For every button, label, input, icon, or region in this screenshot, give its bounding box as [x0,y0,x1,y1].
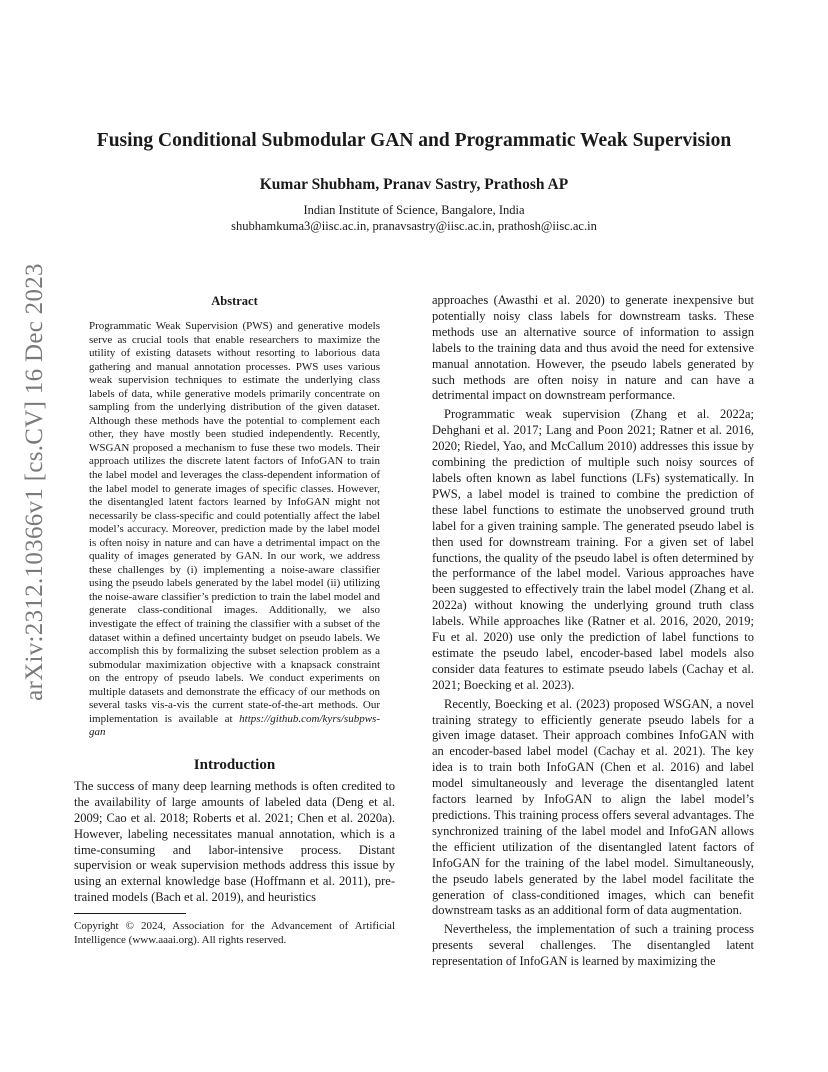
author-emails: shubhamkuma3@iisc.ac.in, pranavsastry@iisc.ac.in, prathosh@iisc.ac.in [231,219,597,233]
copyright-footnote [74,913,395,947]
introduction-heading: Introduction [193,756,276,773]
left-column [74,293,395,906]
intro-paragraph-2: approaches (Awasthi et al. 2020) to generate inexpensive but potentially noisy class labels for downstream tasks. These methods use an alternative source of information to assign labels to the training data and thus avoid the need for extensive manual annotation. However, the pseudo labels generated by such methods are often noisy in nature and can have a detrimental impact on downstream performance. [432,293,754,403]
paper-title: Fusing Conditional Submodular GAN and Programmatic Weak Supervision [96,130,732,151]
author-list: Kumar Shubham, Pranav Sastry, Prathosh AP [259,176,569,193]
copyright-text: Copyright © 2024, Association for the Advancement of Artificial Intelligence (www.aaai.org). All rights reserved. [74,920,395,946]
intro-paragraph-1: The success of many deep learning methods is often credited to the availability of large amounts of labeled data (Deng et al. 2009; Cao et al. 2018; Roberts et al. 2021; Chen et al. 2020a). However, labeling necessitates manual annotation, which is a time-consuming and labor-intensive process. Distant supervision or weak supervision methods address this issue by using an external knowledge base (Hoffmann et al. 2011), pre-trained models (Bach et al. 2019), and heuristics [74,778,395,905]
intro-paragraph-5: Nevertheless, the implementation of such a training process presents several challenges. The disentangled latent representation of InfoGAN is learned by maximizing the [432,922,754,969]
footnote-rule [74,913,186,914]
right-column [432,293,754,970]
affiliation: Indian Institute of Science, Bangalore, India [303,203,525,217]
abstract-heading: Abstract [211,294,258,308]
intro-paragraph-3: Programmatic weak supervision (Zhang et al. 2022a; Dehghani et al. 2017; Lang and Poon 2021; Ratner et al. 2016, 2020; Riedel, Yao, and McCallum 2010) addresses this issue by combining the prediction of multiple such noisy sources of labels often known as label functions (LFs) systematically. In PWS, a label model is trained to combine the prediction of these label functions to estimate the unobserved ground truth label for a given training sample. The generated pseudo label is then used for downstream training. For a given set of label functions, the quality of the pseudo label is often determined by the performance of the label model. Various approaches have been suggested to effectively train the label model (Zhang et al. 2022a) without knowing the underlying ground truth class labels. While approaches like (Ratner et al. 2016, 2020, 2019; Fu et al. 2020) use only the prediction of label functions to estimate the pseudo label, encoder-based label models also consider data features to estimate pseudo labels (Cachay et al. 2021; Boecking et al. 2023). [432,407,754,692]
intro-paragraph-4: Recently, Boecking et al. (2023) proposed WSGAN, a novel training strategy to efficiently generate pseudo labels for a given image dataset. Their approach combines InfoGAN with an encoder-based label model (Cachay et al. 2021). The key idea is to train both InfoGAN (Chen et al. 2016) and label model simultaneously and leverage the disentangled latent factors learned by InfoGAN to align the label model’s predictions. This training process offers several advantages. The synchronized training of the label model and InfoGAN allows the efficient utilization of the disentangled latent factors of InfoGAN for the training of the label model. Simultaneously, the pseudo labels generated by the label model facilitate the generation of class-conditioned images, which can benefit downstream tasks as an additional form of data augmentation. [432,696,754,918]
arxiv-identifier [20,263,50,701]
code-link[interactable]: https://github.com/kyrs/subpws-gan [89,712,380,739]
arxiv-identifier-text: arXiv:2312.10366v1 [cs.CV] 16 Dec 2023 [21,263,48,701]
affiliation-block [60,202,768,234]
abstract-text: Programmatic Weak Supervision (PWS) and generative models serve as crucial tools that enable researchers to maximize the utility of existing datasets without resorting to laborious data gathering and manual annotation processes. PWS uses various weak supervision techniques to estimate the underlying class labels of data, while generative models primarily concentrate on sampling from the underlying distribution of the given dataset. Although these methods have the potential to complement each other, they have mostly been studied independently. Recently, WSGAN proposed a mechanism to fuse these two models. Their approach utilizes the discrete latent factors of InfoGAN to train the label model and leverages the class-dependent information of the label model to generate images of specific classes. However, the disentangled latent factors learned by InfoGAN might not necessarily be class-specific and could potentially affect the label model’s accuracy. Moreover, prediction made by the label model is often noisy in nature and can have a detrimental impact on the quality of images generated by GAN. In our work, we address these challenges by (i) implementing a noise-aware classifier using the pseudo labels generated by the label model (ii) utilizing the noise-aware classifier’s prediction to train the label model and generate class-conditional images. Additionally, we also investigate the effect of training the classifier with a subset of the dataset within a defined uncertainty budget on pseudo labels. We accomplish this by formalizing the subset selection problem as a submodular maximization objective with a knapsack constraint on the entropy of pseudo labels. We conduct experiments on multiple datasets and demonstrate the efficacy of our methods on several tasks vis-a-vis the current state-of-the-art methods. Our implementation is available at [89,320,380,725]
abstract-body [89,320,380,740]
